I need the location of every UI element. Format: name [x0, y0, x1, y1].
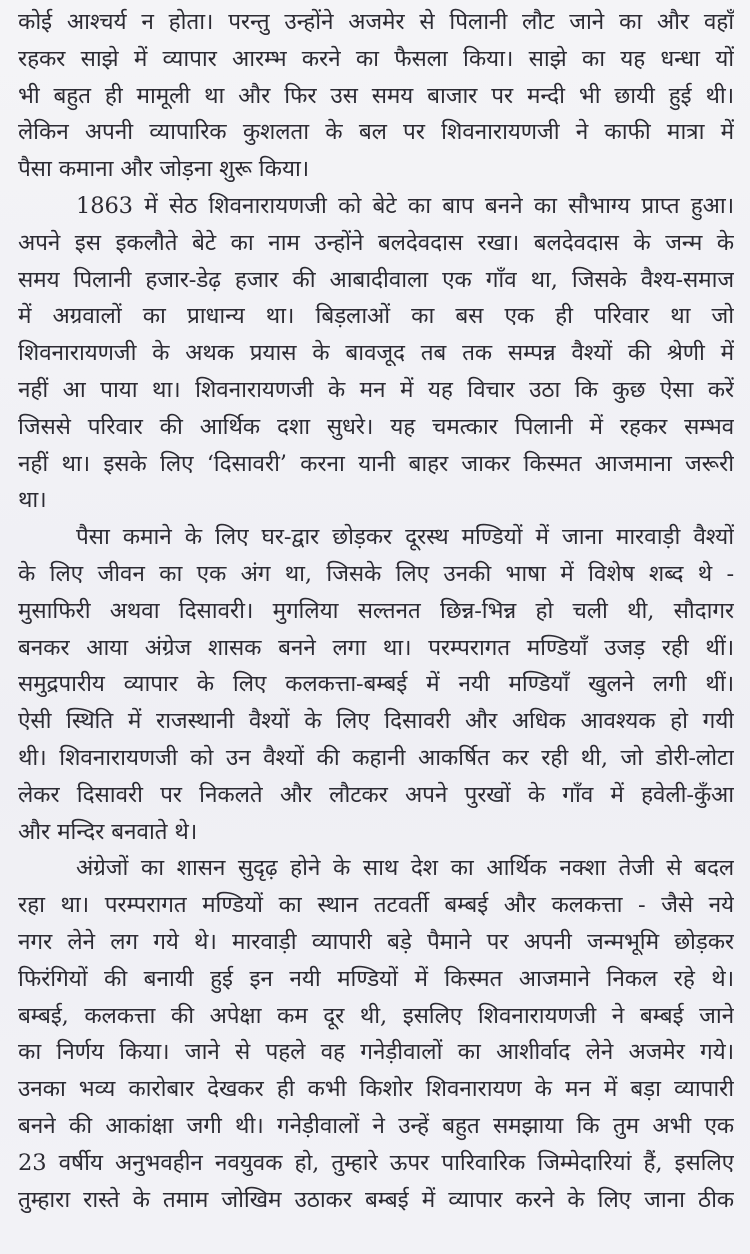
text-line: रहकर साझे में व्यापार आरम्भ करने का फैसला किया। साझे का यह धन्धा यों	[18, 45, 734, 72]
text-line: था।	[18, 487, 47, 514]
paragraph-2	[18, 188, 734, 519]
text-line: मुसाफिरी अथवा दिसावरी। मुगलिया सल्तनत छिन्न-भिन्न हो चली थी, सौदागर	[18, 597, 734, 624]
text-line: शिवनारायणजी के अथक प्रयास के बावजूद तब तक सम्पन्न वैश्यों की श्रेणी में	[18, 340, 734, 367]
text-line: 1863 में सेठ शिवनारायणजी को बेटे का बाप बनने का सौभाग्य प्राप्त हुआ।	[76, 192, 734, 219]
text-line: उनका भव्य कारोबार देखकर ही कभी किशोर शिवनारायण के मन में बड़ा व्यापारी	[18, 1076, 734, 1103]
text-line: और मन्दिर बनवाते थे।	[18, 818, 198, 845]
paragraph-4	[18, 850, 734, 1218]
text-line: बनकर आया अंग्रेज शासक बनने लगा था। परम्परागत मण्डियाँ उजड़ रही थीं।	[18, 634, 734, 661]
text-line: तुम्हारा रास्ते के तमाम जोखिम उठाकर बम्बई में व्यापार करने के लिए जाना ठीक	[18, 1186, 734, 1213]
text-line: ऐसी स्थिति में राजस्थानी वैश्यों के लिए दिसावरी और अधिक आवश्यक हो गयी	[18, 708, 734, 735]
text-line: लेकर दिसावरी पर निकलते और लौटकर अपने पुरखों के गाँव में हवेली-कुँआ	[18, 781, 734, 808]
text-line: के लिए जीवन का एक अंग था, जिसके लिए उनकी भाषा में विशेष शब्द थे -	[18, 560, 734, 587]
text-line: कोई आश्चर्य न होता। परन्तु उन्होंने अजमेर से पिलानी लौट जाने का और वहाँ	[18, 9, 734, 35]
text-line: रहा था। परम्परागत मण्डियों का स्थान तटवर्ती बम्बई और कलकत्ता - जैसे नये	[18, 892, 734, 919]
body-text	[18, 4, 734, 1218]
text-line: बम्बई, कलकत्ता की अपेक्षा कम दूर थी, इसलिए शिवनारायणजी ने बम्बई जाने	[18, 1002, 734, 1029]
text-line: अपने इस इकलौते बेटे का नाम उन्होंने बलदेवदास रखा। बलदेवदास के जन्म के	[18, 229, 734, 256]
text-line: जिससे परिवार की आर्थिक दशा सुधरे। यह चमत्कार पिलानी में रहकर सम्भव	[18, 413, 734, 440]
text-line: थी। शिवनारायणजी को उन वैश्यों की कहानी आकर्षित कर रही थी, जो डोरी-लोटा	[18, 744, 734, 771]
text-line: का निर्णय किया। जाने से पहले वह गनेड़ीवालों का आशीर्वाद लेने अजमेर गये।	[18, 1039, 734, 1066]
text-line: में अग्रवालों का प्राधान्य था। बिड़लाओं का बस एक ही परिवार था जो	[18, 303, 734, 330]
text-line: 23 वर्षीय अनुभवहीन नवयुवक हो, तुम्हारे ऊपर पारिवारिक जिम्मेदारियां हैं, इसलिए	[18, 1149, 734, 1176]
paragraph-1	[18, 4, 734, 188]
text-line: समय पिलानी हजार-डेढ़ हजार की आबादीवाला एक गाँव था, जिसके वैश्य-समाज	[18, 266, 734, 293]
text-line: नहीं आ पाया था। शिवनारायणजी के मन में यह विचार उठा कि कुछ ऐसा करें	[18, 376, 734, 403]
text-line: नगर लेने लग गये थे। मारवाड़ी व्यापारी बड़े पैमाने पर अपनी जन्मभूमि छोड़कर	[18, 928, 734, 955]
text-line: पैसा कमाने के लिए घर-द्वार छोड़कर दूरस्थ मण्डियों में जाना मारवाड़ी वैश्यों	[76, 524, 734, 551]
text-line: लेकिन अपनी व्यापारिक कुशलता के बल पर शिवनारायणजी ने काफी मात्रा में	[18, 119, 734, 146]
paragraph-3	[18, 519, 734, 850]
text-line: भी बहुत ही मामूली था और फिर उस समय बाजार पर मन्दी भी छायी हुई थी।	[18, 82, 734, 109]
text-line: बनने की आकांक्षा जगी थी। गनेड़ीवालों ने उन्हें बहुत समझाया कि तुम अभी एक	[18, 1112, 734, 1139]
text-line: अंग्रेजों का शासन सुदृढ़ होने के साथ देश का आर्थिक नक्शा तेजी से बदल	[76, 855, 734, 882]
text-line: फिरंगियों की बनायी हुई इन नयी मण्डियों में किस्मत आजमाने निकल रहे थे।	[18, 965, 734, 992]
text-line: नहीं था। इसके लिए ‘दिसावरी’ करना यानी बाहर जाकर किस्मत आजमाना जरूरी	[18, 450, 734, 477]
text-line: समुद्रपारीय व्यापार के लिए कलकत्ता-बम्बई में नयी मण्डियाँ खुलने लगी थीं।	[18, 671, 734, 698]
text-line: पैसा कमाना और जोड़ना शुरू किया।	[18, 156, 310, 183]
